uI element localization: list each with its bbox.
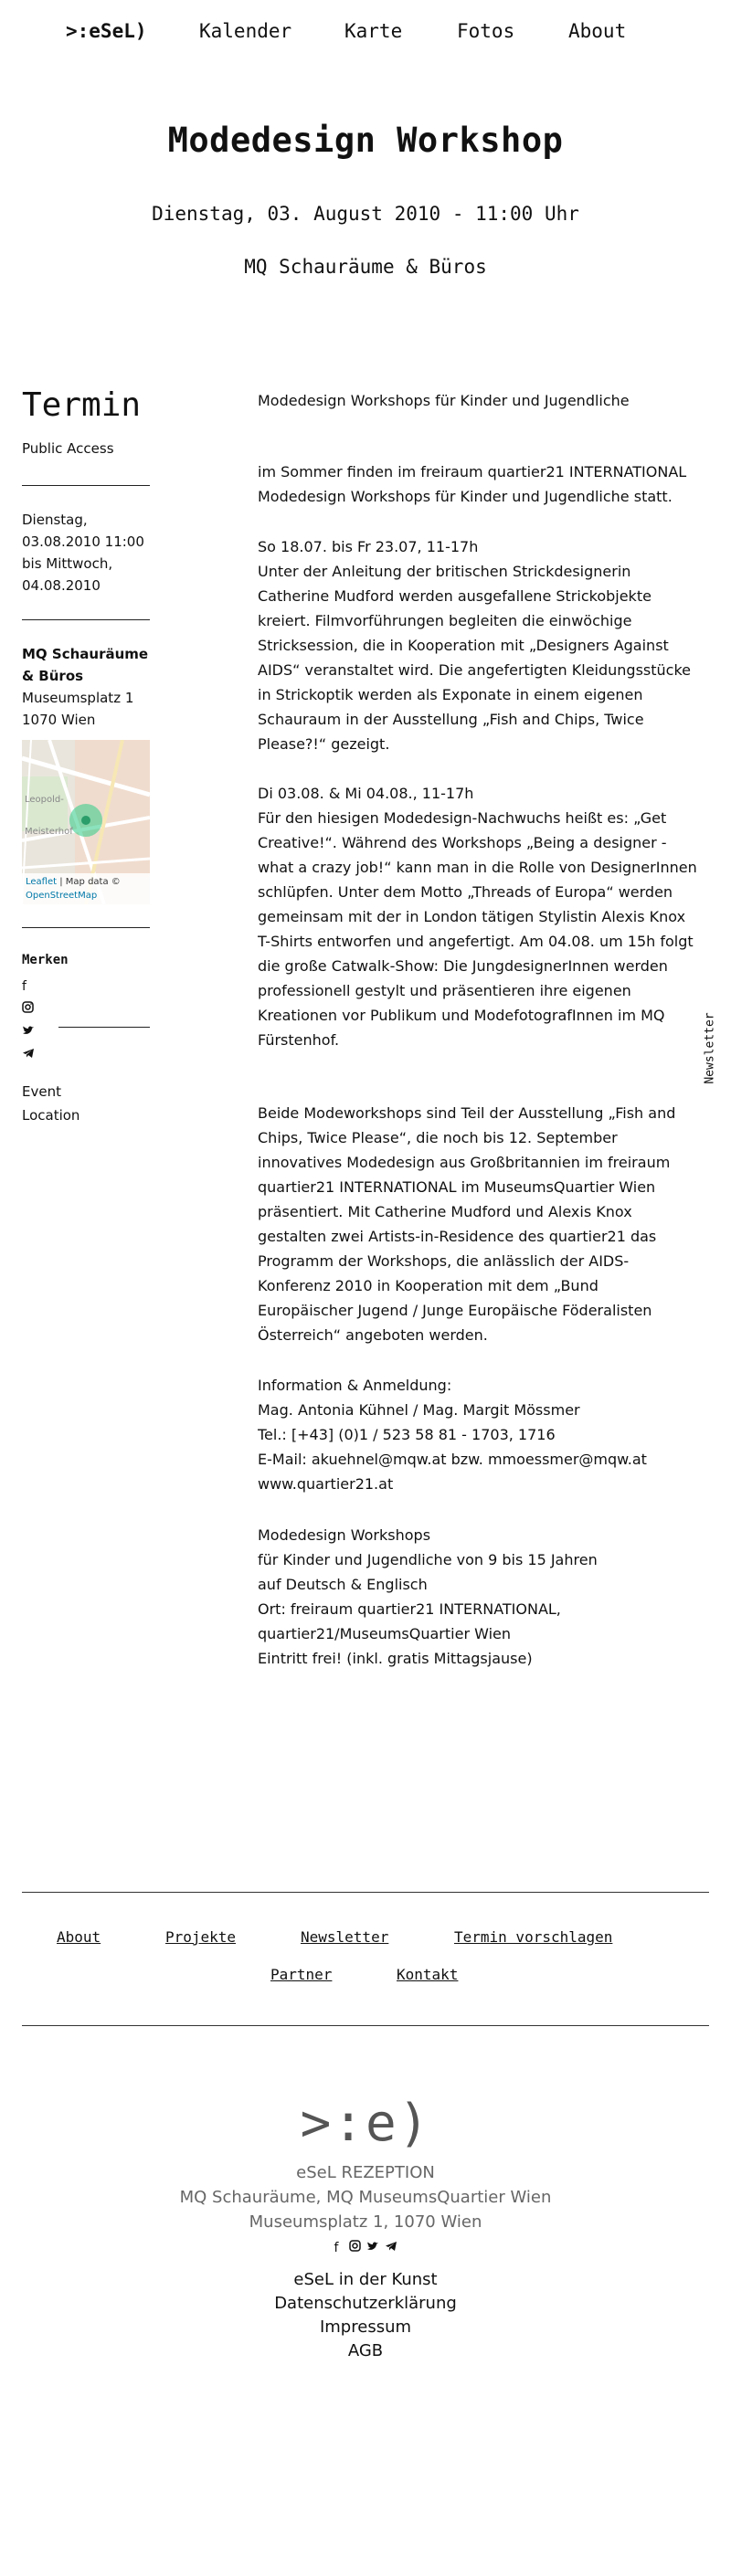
footer-link-kontakt[interactable]: Kontakt <box>397 1966 459 1983</box>
paragraph-line: Für den hiesigen Modedesign-Nachwuchs heißt es: „Get <box>258 809 667 827</box>
footer-divider <box>22 2025 709 2026</box>
paragraph-line: kreiert. Filmvorführungen begleiten die einwöchige <box>258 612 632 629</box>
leaflet-link[interactable]: Leaflet <box>26 877 58 887</box>
footer-address: Museumsplatz 1, 1070 Wien <box>249 2212 482 2232</box>
location-link[interactable]: Location <box>22 1107 80 1124</box>
paragraph-line: Tel.: [+43] (0)1 / 523 58 81 - 1703, 1716 <box>258 1426 556 1443</box>
telegram-icon[interactable] <box>22 1044 40 1067</box>
paragraph-line: Ort: freiraum quartier21 INTERNATIONAL, <box>258 1600 561 1618</box>
date-line: 04.08.2010 <box>22 577 101 594</box>
paragraph-line: auf Deutsch & Englisch <box>258 1576 428 1593</box>
telegram-icon[interactable] <box>382 2241 400 2255</box>
paragraph-line: in Strickoptik werden als Exponate in einem eigenen <box>258 686 643 703</box>
sidebar-links <box>22 1080 150 1127</box>
footer-link-esel-kunst[interactable]: eSeL in der Kunst <box>293 2270 438 2289</box>
paragraph-line: Programm der Workshops, die anlässlich der AIDS- <box>258 1252 630 1270</box>
map-label: Meisterhof <box>25 827 73 837</box>
paragraph <box>258 781 705 1052</box>
intro-text: Modedesign Workshops für Kinder und Jugendliche <box>258 392 630 409</box>
paragraph-line: Creative!“. Während des Workshops „Being a designer - <box>258 834 667 851</box>
paragraph-line: schlüpfen. Unter dem Motto „Threads of Europa“ werden <box>258 883 673 901</box>
osm-link[interactable]: OpenStreetMap <box>26 891 98 901</box>
map-label: Leopold- <box>25 795 64 805</box>
event-venue[interactable]: MQ Schauräume & Büros <box>244 256 487 278</box>
access-label: Public Access <box>22 440 114 457</box>
paragraph-line: Unter der Anleitung der britischen Strickdesignerin <box>258 563 631 580</box>
address-line: 1070 Wien <box>22 712 96 728</box>
map-attribution <box>22 873 150 904</box>
twitter-icon[interactable] <box>22 1021 40 1044</box>
paragraph-line: Information & Anmeldung: <box>258 1377 452 1394</box>
paragraph-line: die große Catwalk-Show: Die JungdesignerInnen werden <box>258 957 668 975</box>
instagram-icon[interactable] <box>22 998 40 1021</box>
footer-divider <box>22 1892 709 1893</box>
paragraph-line: T-Shirts entworfen und angefertigt. Am 04.08. um 15h folgt <box>258 933 694 950</box>
nav-item-kalender[interactable]: Kalender <box>199 20 292 42</box>
paragraph <box>258 534 705 756</box>
paragraph-line: Modedesign Workshops <box>258 1526 431 1544</box>
event-link[interactable]: Event <box>22 1083 61 1100</box>
paragraph-line: quartier21 INTERNATIONAL im MuseumsQuartier Wien <box>258 1178 656 1196</box>
paragraph-line: Beide Modeworkshops sind Teil der Ausstellung „Fish and <box>258 1104 676 1122</box>
event-title: Modedesign Workshop <box>167 121 564 160</box>
footer-link-datenschutz[interactable]: Datenschutzerklärung <box>274 2294 457 2313</box>
footer-link-impressum[interactable]: Impressum <box>319 2317 412 2337</box>
facebook-icon[interactable]: f <box>334 2241 339 2255</box>
paragraph-line: Catherine Mudford werden ausgefallene Strickobjekte <box>258 587 652 605</box>
summary-block <box>258 1523 705 1671</box>
location-address <box>22 687 150 731</box>
newsletter-tab-label: Newsletter <box>703 1012 717 1084</box>
paragraph-line: im Sommer finden im freiraum quartier21 INTERNATIONAL <box>258 463 687 480</box>
footer-link-termin-vorschlagen[interactable]: Termin vorschlagen <box>454 1928 613 1946</box>
date-line: 03.08.2010 11:00 <box>22 533 144 550</box>
sidebar-heading: Termin <box>22 386 142 424</box>
footer-link-newsletter[interactable]: Newsletter <box>301 1928 389 1946</box>
paragraph-line: Eintritt frei! (inkl. gratis Mittagsjause) <box>258 1650 533 1667</box>
paragraph-line: präsentiert. Mit Catherine Mudford und Alexis Knox <box>258 1203 632 1220</box>
paragraph-line: Di 03.08. & Mi 04.08., 11-17h <box>258 785 474 802</box>
paragraph-line: Kreationen vor Publikum und ModefotografInnen im MQ <box>258 1007 665 1024</box>
nav-item-karte[interactable]: Karte <box>344 20 403 42</box>
location-map[interactable] <box>22 740 150 904</box>
paragraph-line: professionell gestylt und präsentieren ihre eigenen <box>258 982 631 999</box>
divider <box>58 1027 150 1028</box>
merken-label[interactable]: Merken <box>22 953 69 967</box>
divider <box>22 485 150 486</box>
paragraph-line: Mag. Antonia Kühnel / Mag. Margit Mössmer <box>258 1401 580 1419</box>
facebook-icon[interactable]: f <box>22 979 26 994</box>
paragraph-line: Schauraum in der Ausstellung „Fish and Chips, Twice <box>258 711 644 728</box>
date-line: Dienstag, <box>22 512 88 528</box>
nav-item-fotos[interactable]: Fotos <box>457 20 515 42</box>
date-line: bis Mittwoch, <box>22 555 113 572</box>
paragraph-line: innovatives Modedesign aus Großbritannien im freiraum <box>258 1154 671 1171</box>
footer-link-about[interactable]: About <box>57 1928 101 1946</box>
footer-org: eSeL REZEPTION <box>296 2163 435 2182</box>
location-name[interactable] <box>22 643 150 687</box>
footer-link-agb[interactable]: AGB <box>347 2341 384 2360</box>
paragraph-line: quartier21/MuseumsQuartier Wien <box>258 1625 511 1642</box>
divider <box>22 619 150 620</box>
site-logo[interactable]: >:eSeL) <box>66 20 147 42</box>
footer-social-icons <box>327 2240 404 2258</box>
paragraph-line: Österreich“ angeboten werden. <box>258 1326 488 1344</box>
paragraph-line: für Kinder und Jugendliche von 9 bis 15 Jahren <box>258 1551 598 1568</box>
paragraph <box>258 1101 705 1347</box>
paragraph <box>258 459 705 509</box>
address-line: Museumsplatz 1 <box>22 690 134 706</box>
map-attribution-text: | Map data © <box>57 877 121 887</box>
newsletter-tab[interactable] <box>696 1014 724 1096</box>
paragraph-line: gemeinsam mit der in London tätigen Stylistin Alexis Knox <box>258 908 686 925</box>
nav-item-about[interactable]: About <box>568 20 627 42</box>
paragraph-line: gestalten zwei Artists-in-Residence des quartier21 das <box>258 1228 657 1245</box>
paragraph-line: AIDS“ veranstaltet wird. Die angefertigten Kleidungsstücke <box>258 661 691 679</box>
top-nav <box>0 20 731 48</box>
location-name-line: & Büros <box>22 668 84 684</box>
email-line[interactable]: E-Mail: akuehnel@mqw.at bzw. mmoessmer@mqw.at <box>258 1451 647 1468</box>
footer-logo[interactable]: >:e) <box>300 2094 431 2153</box>
footer-link-partner[interactable]: Partner <box>270 1966 333 1983</box>
paragraph-line: Modedesign Workshops für Kinder und Jugendliche statt. <box>258 488 673 505</box>
paragraph-line: Fürstenhof. <box>258 1031 340 1049</box>
footer-place: MQ Schauräume, MQ MuseumsQuartier Wien <box>179 2188 552 2207</box>
paragraph-line: what a crazy job!“ kann man in die Rolle von DesignerInnen <box>258 859 697 876</box>
paragraph-line: So 18.07. bis Fr 23.07, 11-17h <box>258 538 479 555</box>
location-name-line: MQ Schauräume <box>22 646 149 662</box>
paragraph-line: Europäischer Jugend / Junge Europäische Föderalisten <box>258 1302 652 1319</box>
twitter-icon[interactable] <box>364 2241 382 2255</box>
paragraph-line: Please?!“ gezeigt. <box>258 735 390 753</box>
contact-block <box>258 1373 705 1496</box>
instagram-icon[interactable] <box>345 2240 364 2255</box>
paragraph-line: Konferenz 2010 in Kooperation mit dem „Bund <box>258 1277 599 1294</box>
sidebar-date <box>22 509 150 596</box>
divider <box>22 927 150 928</box>
event-date: Dienstag, 03. August 2010 - 11:00 Uhr <box>152 203 579 225</box>
website-link[interactable]: www.quartier21.at <box>258 1475 394 1493</box>
share-icons <box>22 976 40 1067</box>
paragraph-line: Chips, Twice Please“, die noch bis 12. September <box>258 1129 618 1146</box>
footer-link-projekte[interactable]: Projekte <box>165 1928 237 1946</box>
paragraph-line: Stricksession, die in Kooperation mit „Designers Against <box>258 637 669 654</box>
